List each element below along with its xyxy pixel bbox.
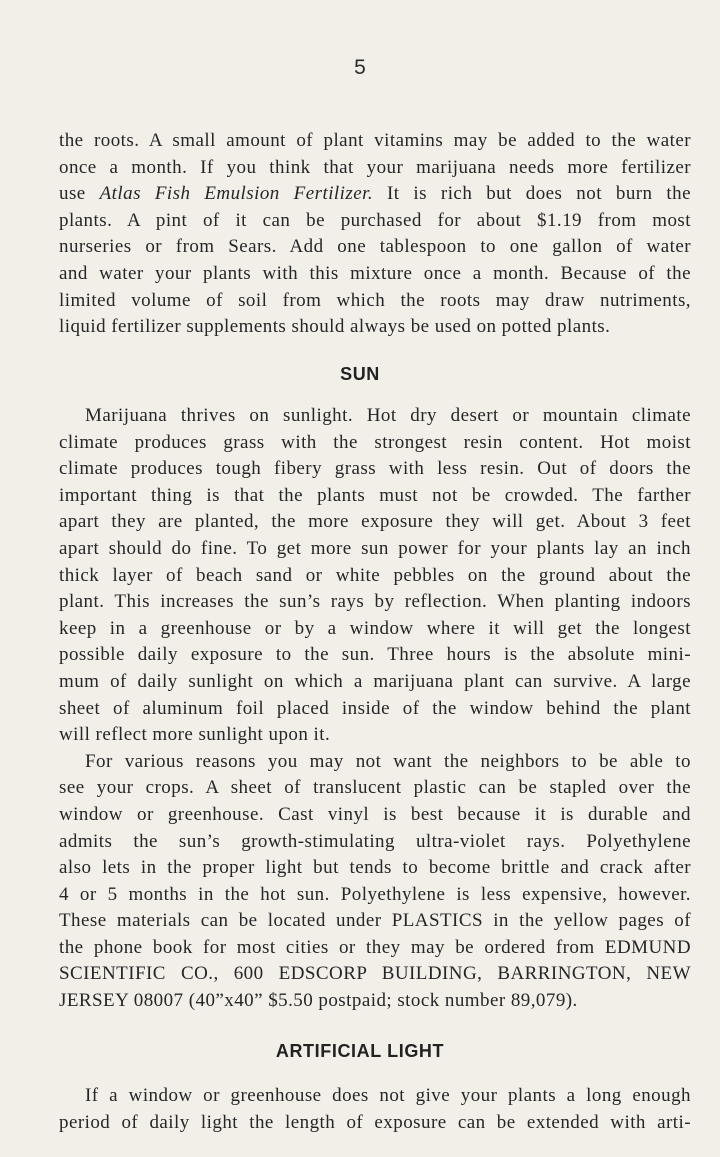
- text-line: window or greenhouse. Cast vinyl is best because it is durable and: [59, 803, 691, 825]
- text-line: apart they are planted, the more exposure they will get. About 3 feet: [59, 511, 691, 533]
- text-line: possible daily exposure to the sun. Three hours is the absolute mini-: [59, 644, 691, 666]
- text-line: period of daily light the length of exposure can be extended with arti-: [59, 1111, 691, 1133]
- section-heading-artificial-light: ARTIFICIAL LIGHT: [275, 1041, 445, 1061]
- text-line: climate produces tough fibery grass with less resin. Out of doors the: [59, 458, 691, 480]
- text-line: 4 or 5 months in the hot sun. Polyethylene is less expensive, however.: [59, 883, 691, 905]
- text-line: plant. This increases the sun’s rays by reflection. When planting indoors: [59, 591, 691, 613]
- text-line: JERSEY 08007 (40”x40” $5.50 postpaid; stock number 89,079).: [59, 990, 578, 1012]
- text-line: SCIENTIFIC CO., 600 EDSCORP BUILDING, BARRINGTON, NEW: [59, 963, 691, 985]
- text-line: also lets in the proper light but tends to become brittle and crack after: [59, 857, 691, 879]
- text-line: important thing is that the plants must not be crowded. The farther: [59, 484, 691, 506]
- text-fragment: use: [59, 183, 86, 205]
- text-line: the roots. A small amount of plant vitamins may be added to the water: [59, 130, 691, 151]
- text-line: keep in a greenhouse or by a window where it will get the longest: [59, 617, 691, 639]
- text-line: the phone book for most cities or they may be ordered from EDMUND: [59, 936, 691, 958]
- text-line: will reflect more sunlight upon it.: [59, 724, 331, 746]
- text-line: [59, 181, 691, 208]
- text-fragment: It is rich but does not burn the: [386, 183, 691, 205]
- text-line: and water your plants with this mixture once a month. Because of the: [59, 262, 691, 284]
- text-line: climate produces grass with the strongest resin content. Hot moist: [59, 431, 691, 453]
- text-line: For various reasons you may not want the neighbors to be able to: [85, 750, 691, 772]
- paragraph-artificial-light: [59, 1083, 691, 1136]
- text-line: sheet of aluminum foil placed inside of the window behind the plant: [59, 697, 691, 719]
- text-line: once a month. If you think that your marijuana needs more fertilizer: [59, 156, 691, 178]
- text-line: mum of daily sunlight on which a marijuana plant can survive. A large: [59, 670, 691, 692]
- text-line: apart should do fine. To get more sun power for your plants lay an inch: [59, 537, 691, 559]
- paragraph-sunlight: [59, 403, 691, 1015]
- text-line: plants. A pint of it can be purchased for about $1.19 from most: [59, 209, 691, 231]
- section-heading-sun: SUN: [340, 364, 380, 384]
- text-line: liquid fertilizer supplements should always be used on potted plants.: [59, 316, 611, 338]
- product-name: Atlas Fish Emulsion Fertilizer.: [99, 183, 374, 205]
- text-line: admits the sun’s growth-stimulating ultra-violet rays. Polyethylene: [59, 830, 691, 852]
- text-line: thick layer of beach sand or white pebbles on the ground about the: [59, 564, 691, 586]
- text-line: nurseries or from Sears. Add one tablespoon to one gallon of water: [59, 236, 691, 258]
- text-line: Marijuana thrives on sunlight. Hot dry desert or mountain climate: [85, 405, 691, 426]
- text-line: see your crops. A sheet of translucent plastic can be stapled over the: [59, 777, 691, 799]
- page-number: 5: [354, 56, 366, 79]
- text-line: These materials can be located under PLASTICS in the yellow pages of: [59, 910, 691, 932]
- text-line: limited volume of soil from which the roots may draw nutriments,: [59, 289, 691, 311]
- text-line: If a window or greenhouse does not give your plants a long enough: [85, 1085, 691, 1106]
- paragraph-fertilizer: [59, 128, 691, 341]
